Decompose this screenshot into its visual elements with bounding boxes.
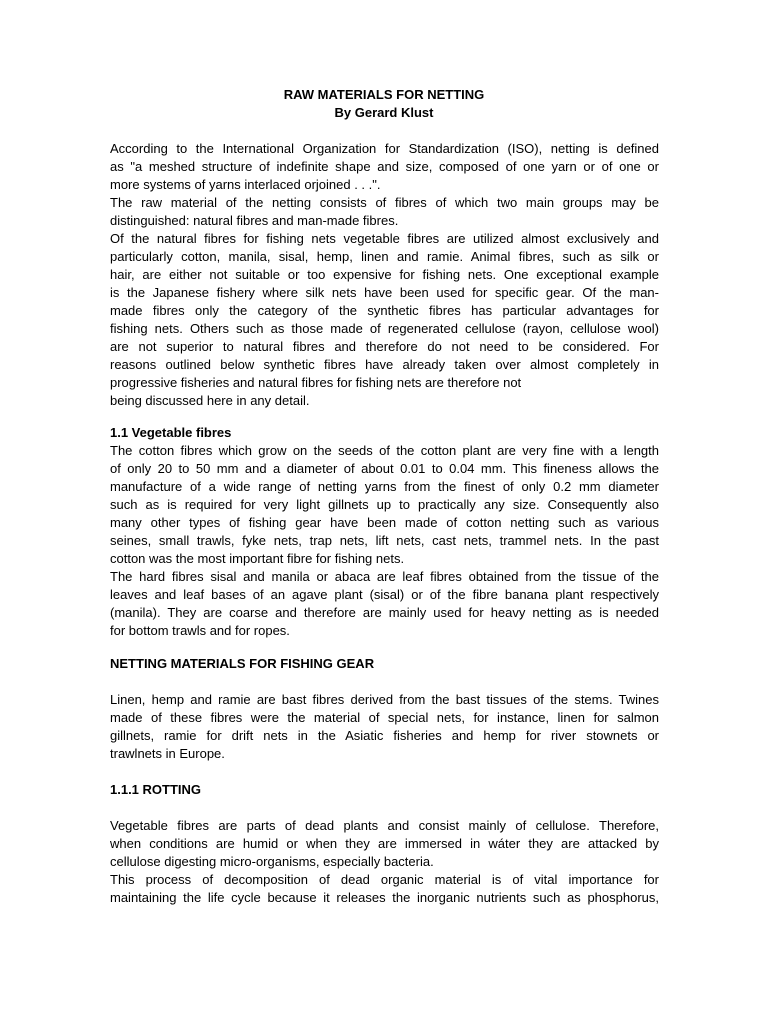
text-line: fishing nets. Others such as those made of regenerated cellulose (rayon, cellulose wool) (110, 321, 659, 336)
text-line: are not superior to natural fibres and therefore do not need to be considered. For (110, 339, 659, 354)
section-netting-materials (110, 691, 659, 763)
section-netting-materials-heading (110, 655, 659, 673)
text-line: many other types of fishing gear have been made of cotton netting such as various (110, 515, 659, 530)
text-line: Vegetable fibres are parts of dead plants and consist mainly of cellulose. Therefore, (110, 818, 659, 833)
text-line: maintaining the life cycle because it releases the inorganic nutrients such as phosphorus, (110, 890, 659, 905)
text-line: more systems of yarns interlaced orjoined . . .". (110, 177, 381, 192)
section-heading: NETTING MATERIALS FOR FISHING GEAR (110, 656, 375, 671)
section-rotting (110, 817, 659, 907)
text-line: made of these fibres were the material of special nets, for instance, linen for salmon (110, 710, 659, 725)
section-heading: 1.1 Vegetable fibres (110, 425, 232, 440)
text-line: such as is required for very light gillnets up to practically any size. Consequently also (110, 497, 659, 512)
text-line: seines, small trawls, fyke nets, trap nets, lift nets, cast nets, trammel nets. In the past (110, 533, 659, 548)
text-line: The raw material of the netting consists of fibres of which two main groups may be (110, 195, 659, 210)
text-line: made fibres only the category of the synthetic fibres has particular advantages for (110, 303, 659, 318)
text-line: as "a meshed structure of indefinite shape and size, composed of one yarn or of one or (110, 159, 659, 174)
document-title: RAW MATERIALS FOR NETTING (283, 87, 485, 102)
section-vegetable-fibres (110, 424, 659, 640)
text-line: hair, are either not suitable or too expensive for fishing nets. One exceptional example (110, 267, 659, 282)
text-line: reasons outlined below synthetic fibres have already taken over almost completely in (110, 357, 659, 372)
text-line: This process of decomposition of dead organic material is of vital importance for (110, 872, 659, 887)
text-line: is the Japanese fishery where silk nets have been used for specific gear. Of the man- (110, 285, 659, 300)
text-line: progressive fisheries and natural fibres for fishing nets are therefore not (110, 375, 522, 390)
text-line: of only 20 to 50 mm and a diameter of about 0.01 to 0.04 mm. This fineness allows the (110, 461, 659, 476)
intro-section (110, 140, 659, 410)
text-line: cellulose digesting micro-organisms, especially bacteria. (110, 854, 434, 869)
text-line: being discussed here in any detail. (110, 393, 310, 408)
text-line: manufacture of a wide range of netting yarns from the finest of only 0.2 mm diameter (110, 479, 659, 494)
text-line: particularly cotton, manila, sisal, hemp, linen and ramie. Animal fibres, such as silk or (110, 249, 659, 264)
section-heading: 1.1.1 ROTTING (110, 782, 202, 797)
text-line: when conditions are humid or when they are immersed in wáter they are attacked by (110, 836, 659, 851)
document-author: By Gerard Klust (334, 105, 434, 120)
text-line: According to the International Organization for Standardization (ISO), netting is defined (110, 141, 659, 156)
text-line: trawlnets in Europe. (110, 746, 225, 761)
text-line: distinguished: natural fibres and man-made fibres. (110, 213, 399, 228)
text-line: leaves and leaf bases of an agave plant (sisal) or of the fibre banana plant respectively (110, 587, 659, 602)
text-line: Of the natural fibres for fishing nets vegetable fibres are utilized almost exclusively and (110, 231, 659, 246)
text-line: The hard fibres sisal and manila or abaca are leaf fibres obtained from the tissue of the (110, 569, 659, 584)
text-line: gillnets, ramie for drift nets in the Asiatic fisheries and hemp for river stownets or (110, 728, 659, 743)
text-line: cotton was the most important fibre for fishing nets. (110, 551, 405, 566)
text-line: for bottom trawls and for ropes. (110, 623, 290, 638)
text-line: (manila). They are coarse and therefore are mainly used for heavy netting as is needed (110, 605, 659, 620)
section-rotting-heading (110, 781, 659, 799)
text-line: The cotton fibres which grow on the seeds of the cotton plant are very fine with a length (110, 443, 659, 458)
text-line: Linen, hemp and ramie are bast fibres derived from the bast tissues of the stems. Twines (110, 692, 659, 707)
